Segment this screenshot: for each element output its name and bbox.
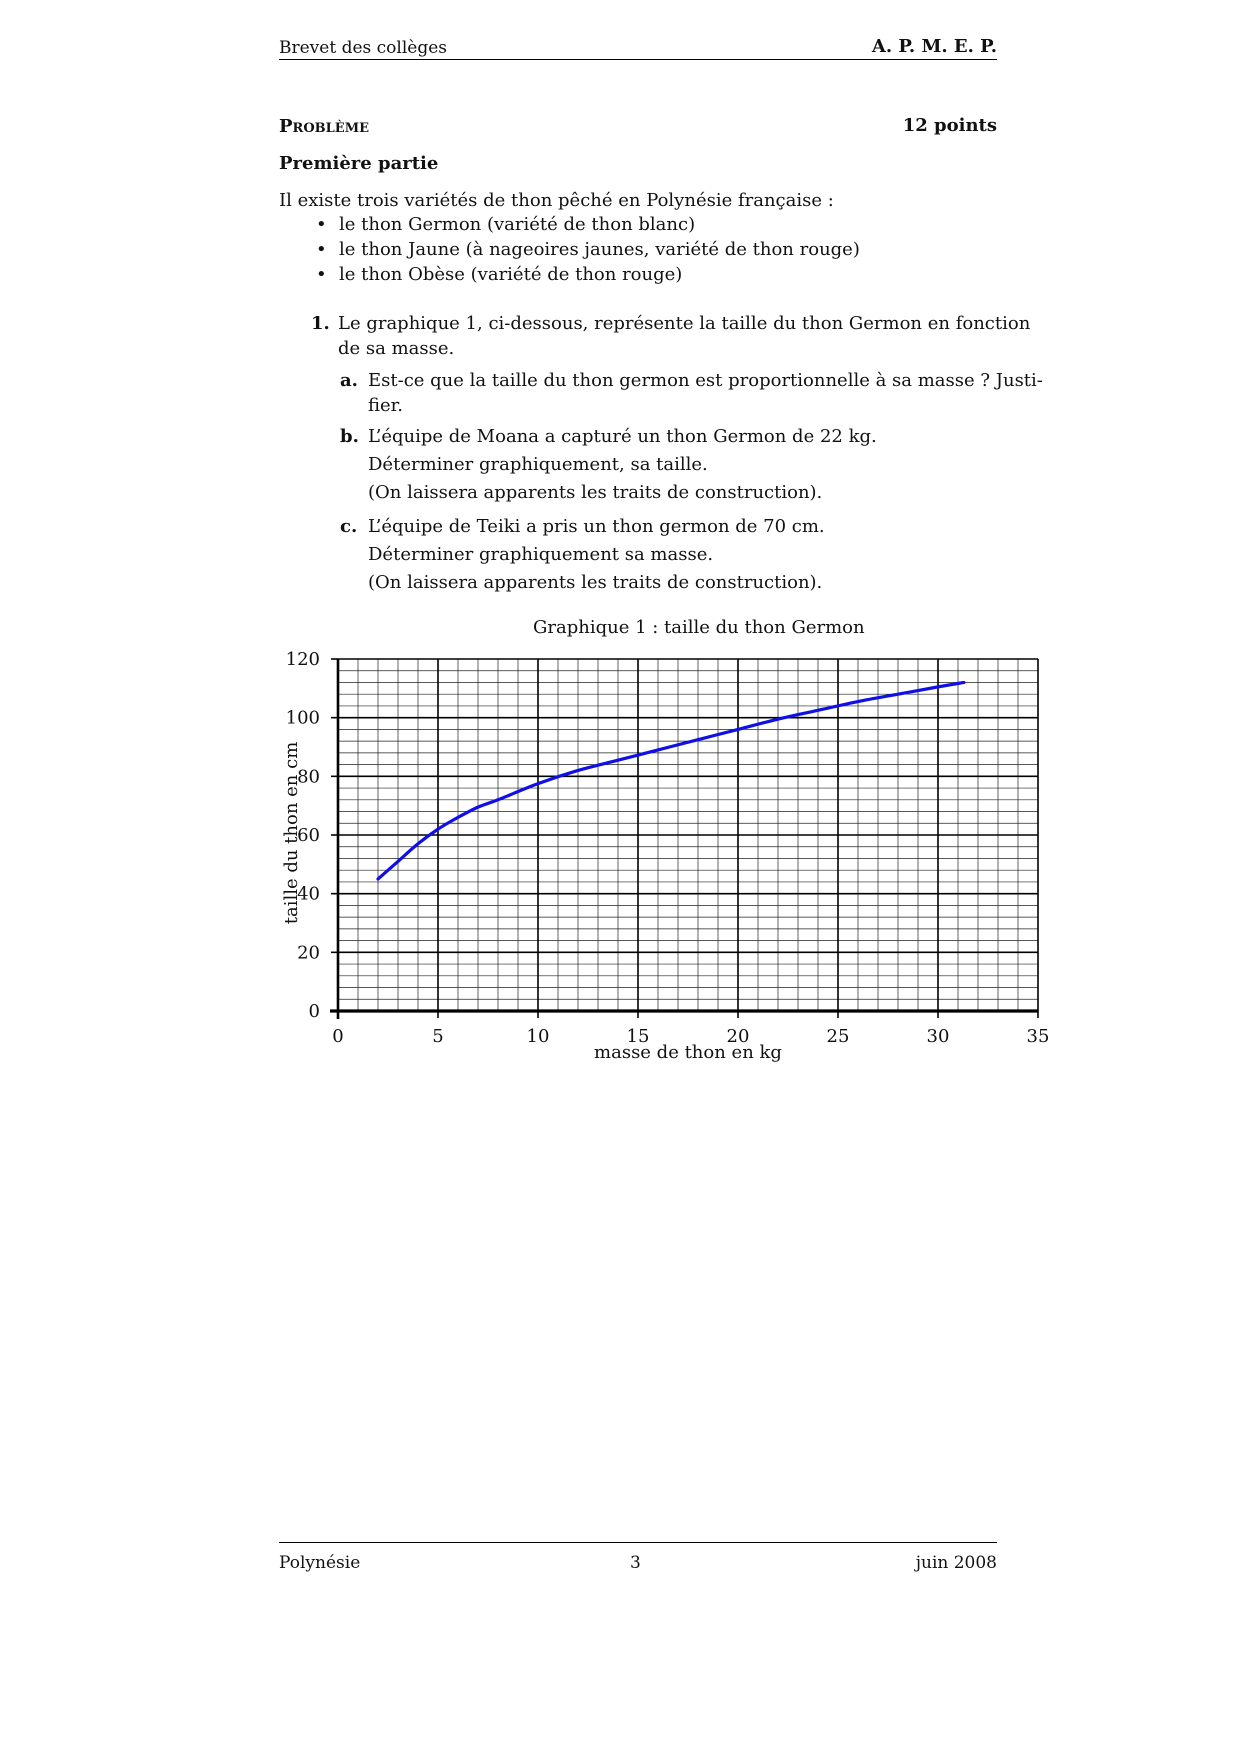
- header-left: Brevet des collèges: [279, 38, 448, 58]
- subquestion-c-line1: L’équipe de Teiki a pris un thon germon de 70 cm.: [368, 516, 825, 537]
- subquestion-a-line1: Est-ce que la taille du thon germon est proportionnelle à sa masse ? Justi-: [368, 370, 1043, 391]
- section-title-rest: ROBLÈME: [292, 121, 370, 136]
- question-text-line2: de sa masse.: [338, 338, 455, 359]
- bullet-text: le thon Jaune (à nageoires jaunes, variété de thon rouge): [339, 239, 860, 260]
- footer-page-number: 3: [630, 1553, 641, 1573]
- subquestion-a-line2: fier.: [368, 395, 404, 416]
- bullet-item: • le thon Obèse (variété de thon rouge): [316, 264, 683, 285]
- subquestion-c-line3: (On laissera apparents les traits de construction).: [368, 572, 823, 593]
- bullet-item: • le thon Germon (variété de thon blanc): [316, 214, 696, 235]
- bullet-item: • le thon Jaune (à nageoires jaunes, variété de thon rouge): [316, 239, 860, 260]
- bullet-text: le thon Obèse (variété de thon rouge): [339, 264, 683, 285]
- x-tick-label: 30: [926, 1026, 950, 1047]
- y-tick-label: 0: [308, 1001, 320, 1022]
- y-tick-label: 40: [297, 883, 320, 905]
- subquestion-b-line3: (On laissera apparents les traits de construction).: [368, 482, 823, 503]
- subquestion-b-line1: L’équipe de Moana a capturé un thon Germon de 22 kg.: [368, 426, 877, 447]
- footer-rule: [279, 1542, 997, 1543]
- y-tick-label: 80: [297, 766, 320, 788]
- x-tick-label: 35: [1026, 1026, 1050, 1047]
- subquestion-a-label: a.: [340, 370, 358, 391]
- subquestion-b-label: b.: [340, 426, 359, 447]
- y-tick-label: 60: [297, 825, 320, 846]
- y-tick-label: 100: [285, 707, 320, 729]
- y-tick-label: 20: [297, 942, 320, 964]
- chart-title: Graphique 1 : taille du thon Germon: [533, 617, 865, 638]
- x-tick-label: 20: [726, 1026, 750, 1047]
- footer-left: Polynésie: [279, 1553, 361, 1573]
- question-text-line1: Le graphique 1, ci-dessous, représente la taille du thon Germon en fonction: [338, 313, 1031, 334]
- x-tick-label: 15: [626, 1026, 650, 1047]
- x-tick-label: 10: [526, 1026, 550, 1047]
- x-tick-label: 25: [826, 1026, 850, 1047]
- x-axis-label: masse de thon en kg: [594, 1042, 782, 1063]
- subquestion-c-line2: Déterminer graphiquement sa masse.: [368, 544, 714, 565]
- header-right: A. P. M. E. P.: [871, 36, 997, 57]
- subquestion-c-label: c.: [340, 516, 358, 537]
- question-number: 1.: [311, 313, 330, 334]
- bullet-text: le thon Germon (variété de thon blanc): [339, 214, 696, 235]
- y-axis-label: taille du thon en cm: [281, 741, 302, 925]
- y-tick-label: 120: [285, 649, 320, 670]
- footer-right: juin 2008: [915, 1553, 997, 1573]
- part-title: Première partie: [279, 153, 439, 174]
- x-tick-label: 5: [432, 1026, 444, 1047]
- x-tick-label: 0: [332, 1026, 344, 1047]
- section-points: 12 points: [902, 115, 997, 136]
- intro-text: Il existe trois variétés de thon pêché en Polynésie française :: [279, 190, 834, 211]
- section-title-initial: P: [279, 116, 293, 137]
- series-line: [378, 682, 964, 879]
- subquestion-b-line2: Déterminer graphiquement, sa taille.: [368, 454, 708, 475]
